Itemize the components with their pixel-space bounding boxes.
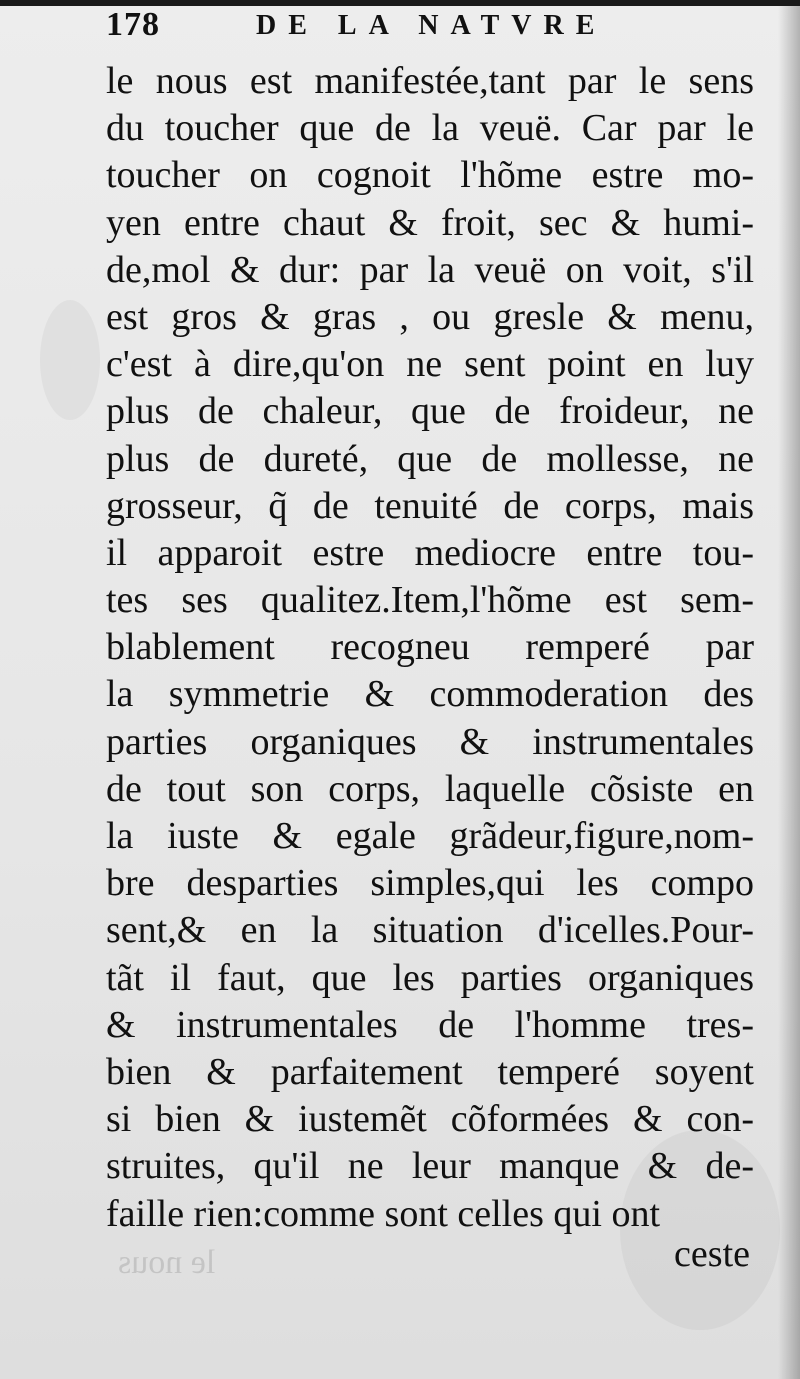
text-line: parties organiques & instrumentales	[106, 720, 754, 763]
text-line: de,mol & dur: par la veuë on voit, s'il	[106, 248, 754, 291]
text-line: plus de dureté, que de mollesse, ne	[106, 437, 754, 480]
page-header	[106, 6, 666, 50]
text-line: & instrumentales de l'homme tres-	[106, 1003, 754, 1046]
text-line: de tout son corps, laquelle cõsiste en	[106, 767, 754, 810]
text-line: est gros & gras , ou gresle & menu,	[106, 295, 754, 338]
text-line: la symmetrie & commoderation des	[106, 673, 754, 716]
text-line: il apparoit estre mediocre entre tou-	[106, 531, 754, 574]
text-line: si bien & iustemẽt cõformées & con-	[106, 1098, 754, 1141]
text-line: bien & parfaitement temperé soyent	[106, 1050, 754, 1093]
text-line: le nous est manifestée,tant par le sens	[106, 60, 754, 102]
page-number: 178	[106, 6, 160, 43]
text-line: bre desparties simples,qui les compo	[106, 862, 754, 905]
text-line: tes ses qualitez.Item,l'hõme est sem-	[106, 579, 754, 622]
text-line: c'est à dire,qu'on ne sent point en luy	[106, 343, 754, 386]
text-line: faille rien:comme sont celles qui ont	[106, 1192, 661, 1235]
body-text	[106, 58, 754, 1238]
running-head: DE LA NATVRE	[256, 10, 607, 41]
text-line: grosseur, q̃ de tenuité de corps, mais	[106, 484, 754, 527]
text-line: struites, qu'il ne leur manque & de-	[106, 1145, 754, 1188]
text-line: blablement recogneu remperé par	[106, 626, 754, 669]
show-through-text: le nous	[118, 1244, 216, 1281]
paper-stain	[40, 300, 100, 420]
text-line: du toucher que de la veuë. Car par le	[106, 107, 754, 150]
text-line: la iuste & egale grãdeur,figure,nom-	[106, 815, 754, 857]
text-line: toucher on cognoit l'hõme estre mo-	[106, 154, 754, 197]
catchword: ceste	[674, 1233, 750, 1275]
text-line: sent,& en la situation d'icelles.Pour-	[106, 909, 754, 952]
text-line: plus de chaleur, que de froideur, ne	[106, 390, 754, 433]
text-line: yen entre chaut & froit, sec & humi-	[106, 201, 754, 244]
text-line: tãt il faut, que les parties organiques	[106, 956, 754, 999]
